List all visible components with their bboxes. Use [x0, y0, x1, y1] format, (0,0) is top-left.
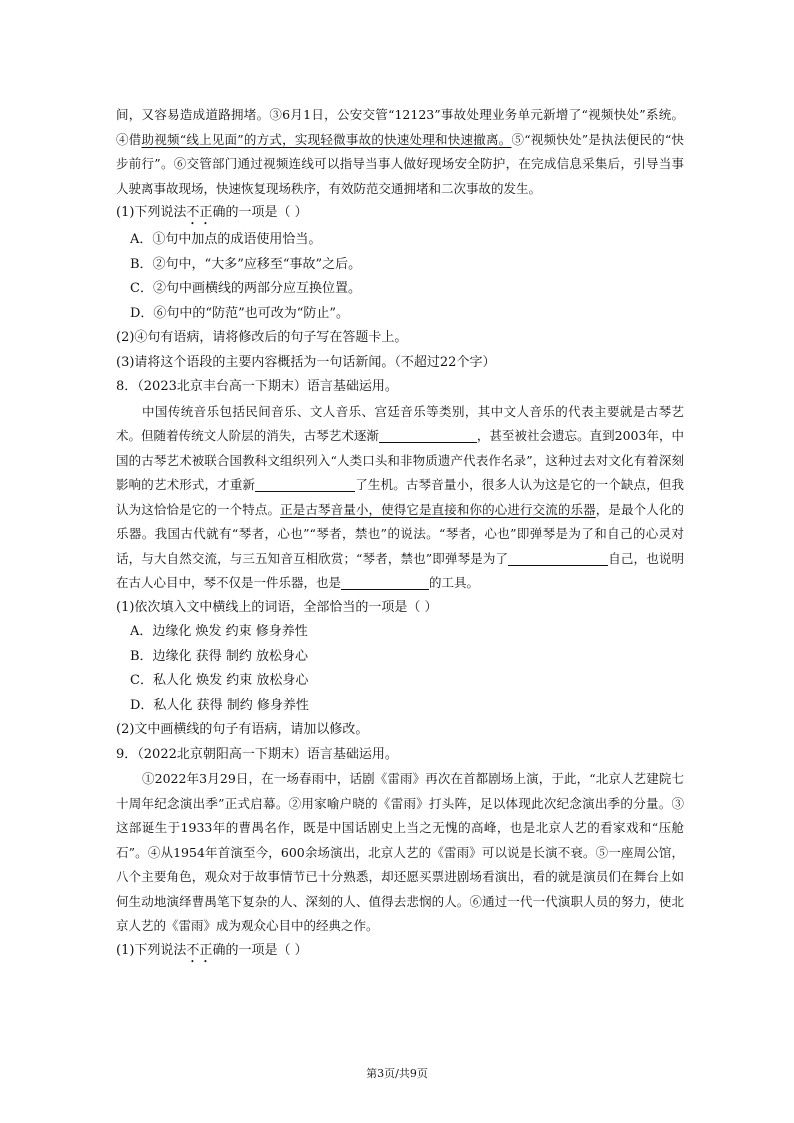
q8-sub2: (2)文中画横线的句子有语病，请加以修改。	[116, 722, 369, 737]
q8-passage-part-2: ，甚至被社会遗忘。直到2003年，中国的古琴艺术被联合国教科文组织列入“人类口头和非物质遗产代表作名录”，这种过去对文化有着深刻影响的艺术形式，才重新	[116, 428, 684, 492]
q8-heading: 8．（2023北京丰台高一下期末）语言基础运用。	[116, 379, 398, 394]
q8-blank-1[interactable]	[379, 428, 477, 443]
q7-sub2: (2)④句有语病，请将修改后的句子写在答题卡上。	[116, 330, 408, 345]
q7-option-c: C．②句中画横线的两部分应互换位置。	[130, 281, 361, 296]
q8-option-d: D．私人化 获得 制约 修身养性	[130, 697, 309, 713]
passage-7-sentence-b: ⑤“视频快处”是执法便民的“快步前行”。	[116, 131, 684, 171]
q8-option-c: C．私人化 焕发 约束 放松身心	[130, 673, 309, 688]
q7-option-a: A．①句中加点的成语使用恰当。	[130, 232, 322, 247]
passage-7-sentence-c: ⑥交管部门通过视频连线可以指导当事人做好现场安全防护，在完成信息采集后，引导当事人驶离事故现场，快速恢复现场秩序，有效防范交通拥堵和二次事故的发生。	[116, 156, 684, 196]
q7-option-d: D．⑥句中的“防范”也可改为“防止”。	[130, 305, 350, 321]
q9-sub1-suffix: 确的一项是（ ）	[212, 942, 308, 958]
passage-7-tail	[116, 103, 684, 201]
passage-7-sentence-a: 间，又容易造成道路拥堵。③6月1日，公安交管“12123”事故处理业务单元新增了“视频快处”系统。④借	[116, 107, 684, 147]
q9-passage: ①2022年3月29日，在一场春雨中，话剧《雷雨》再次在首都剧场上演，于此，“北京人艺建院七十周年纪念演出季”正式启幕。②用家喻户晓的《雷雨》打头阵，足以体现此次纪念演出季的分量。③这部诞生于1933年的曹禺名作，既是中国话剧史上当之无愧的高峰，也是北京人艺的看家戏和“压舱石”。④从1954年首演至今，600余场演出，北京人艺的《雷雨》可以说是长演不衰。⑤一座周公馆，八个主要角色，观众对于故事情节已十分熟悉，却还愿买票进剧场看演出，看的就是演员们在舞台上如何生动地演绎曹禺笔下复杂的人、深刻的人、值得去悲悯的人。⑥通过一代一代演职人员的努力，使北京人艺的《雷雨》成为观众心目中的经典之作。	[116, 771, 684, 933]
q8-blank-2[interactable]	[255, 477, 355, 492]
q9-heading: 9．（2022北京朝阳高一下期末）语言基础运用。	[116, 746, 398, 762]
q9-sub1-prefix: (1)下列说法	[116, 942, 187, 958]
passage-7-underlined: 助视频“线上见面”的方式，实现轻微事故的快速处理和快速撤离。	[141, 131, 512, 147]
q8-option-b: B．边缘化 获得 制约 放松身心	[130, 648, 308, 664]
page-footer	[0, 1065, 794, 1081]
page-number: 第3页/共9页	[366, 1067, 428, 1080]
q8-passage-part-1: 中国传统音乐包括民间音乐、文人音乐、宫廷音乐等类别，其中文人音乐的代表主要就是古琴艺术。但随着传统文人阶层的消失，古琴艺术逐渐	[116, 403, 684, 443]
q8-passage-part-3: 了生机。古琴音量小，很多人认为这是它的一个缺点，但我认为这恰恰是它的一个特点。	[116, 477, 684, 517]
q8-underlined-sentence: 正是古琴音量小，使得它是直接和你的心进行交流的乐器	[280, 501, 596, 517]
q7-sub1-emphasis: 不正	[186, 205, 213, 220]
q8-option-a: A．边缘化 焕发 约束 修身养性	[130, 624, 308, 639]
q8-passage-part-6: 的工具。	[429, 575, 480, 590]
q8-blank-3[interactable]	[508, 551, 608, 566]
q9-sub1-emphasis: 不正	[186, 942, 213, 958]
q9-sub1	[116, 939, 684, 966]
q7-sub3: (3)请将这个语段的主要内容概括为一句话新闻。（不超过22个字）	[116, 354, 496, 370]
q8-passage-part-4: ，是最个人化的乐器。我国古代就有“琴者，心也”“琴者，禁也”的说法。“琴者，心也”即弹琴是为了和自己的心灵对话，与大自然交流，与三五知音互相欣赏；“琴者，禁也”即弹琴是为了	[116, 501, 684, 566]
q7-option-b: B．②句中，“大多”应移至“事故”之后。	[130, 256, 362, 272]
q8-passage-part-5: 自己，也说明在古人心目中，琴不仅是一件乐器，也是	[116, 550, 684, 590]
q7-sub1	[116, 201, 684, 228]
q8-passage	[116, 400, 684, 596]
q8-sub1: (1)依次填入文中横线上的词语，全部恰当的一项是（ ）	[116, 599, 438, 615]
q7-sub1-suffix: 确的一项是（ ）	[212, 205, 308, 220]
page-content	[116, 103, 684, 966]
q8-blank-4[interactable]	[341, 575, 429, 590]
q7-sub1-prefix: (1)下列说法	[116, 205, 187, 220]
